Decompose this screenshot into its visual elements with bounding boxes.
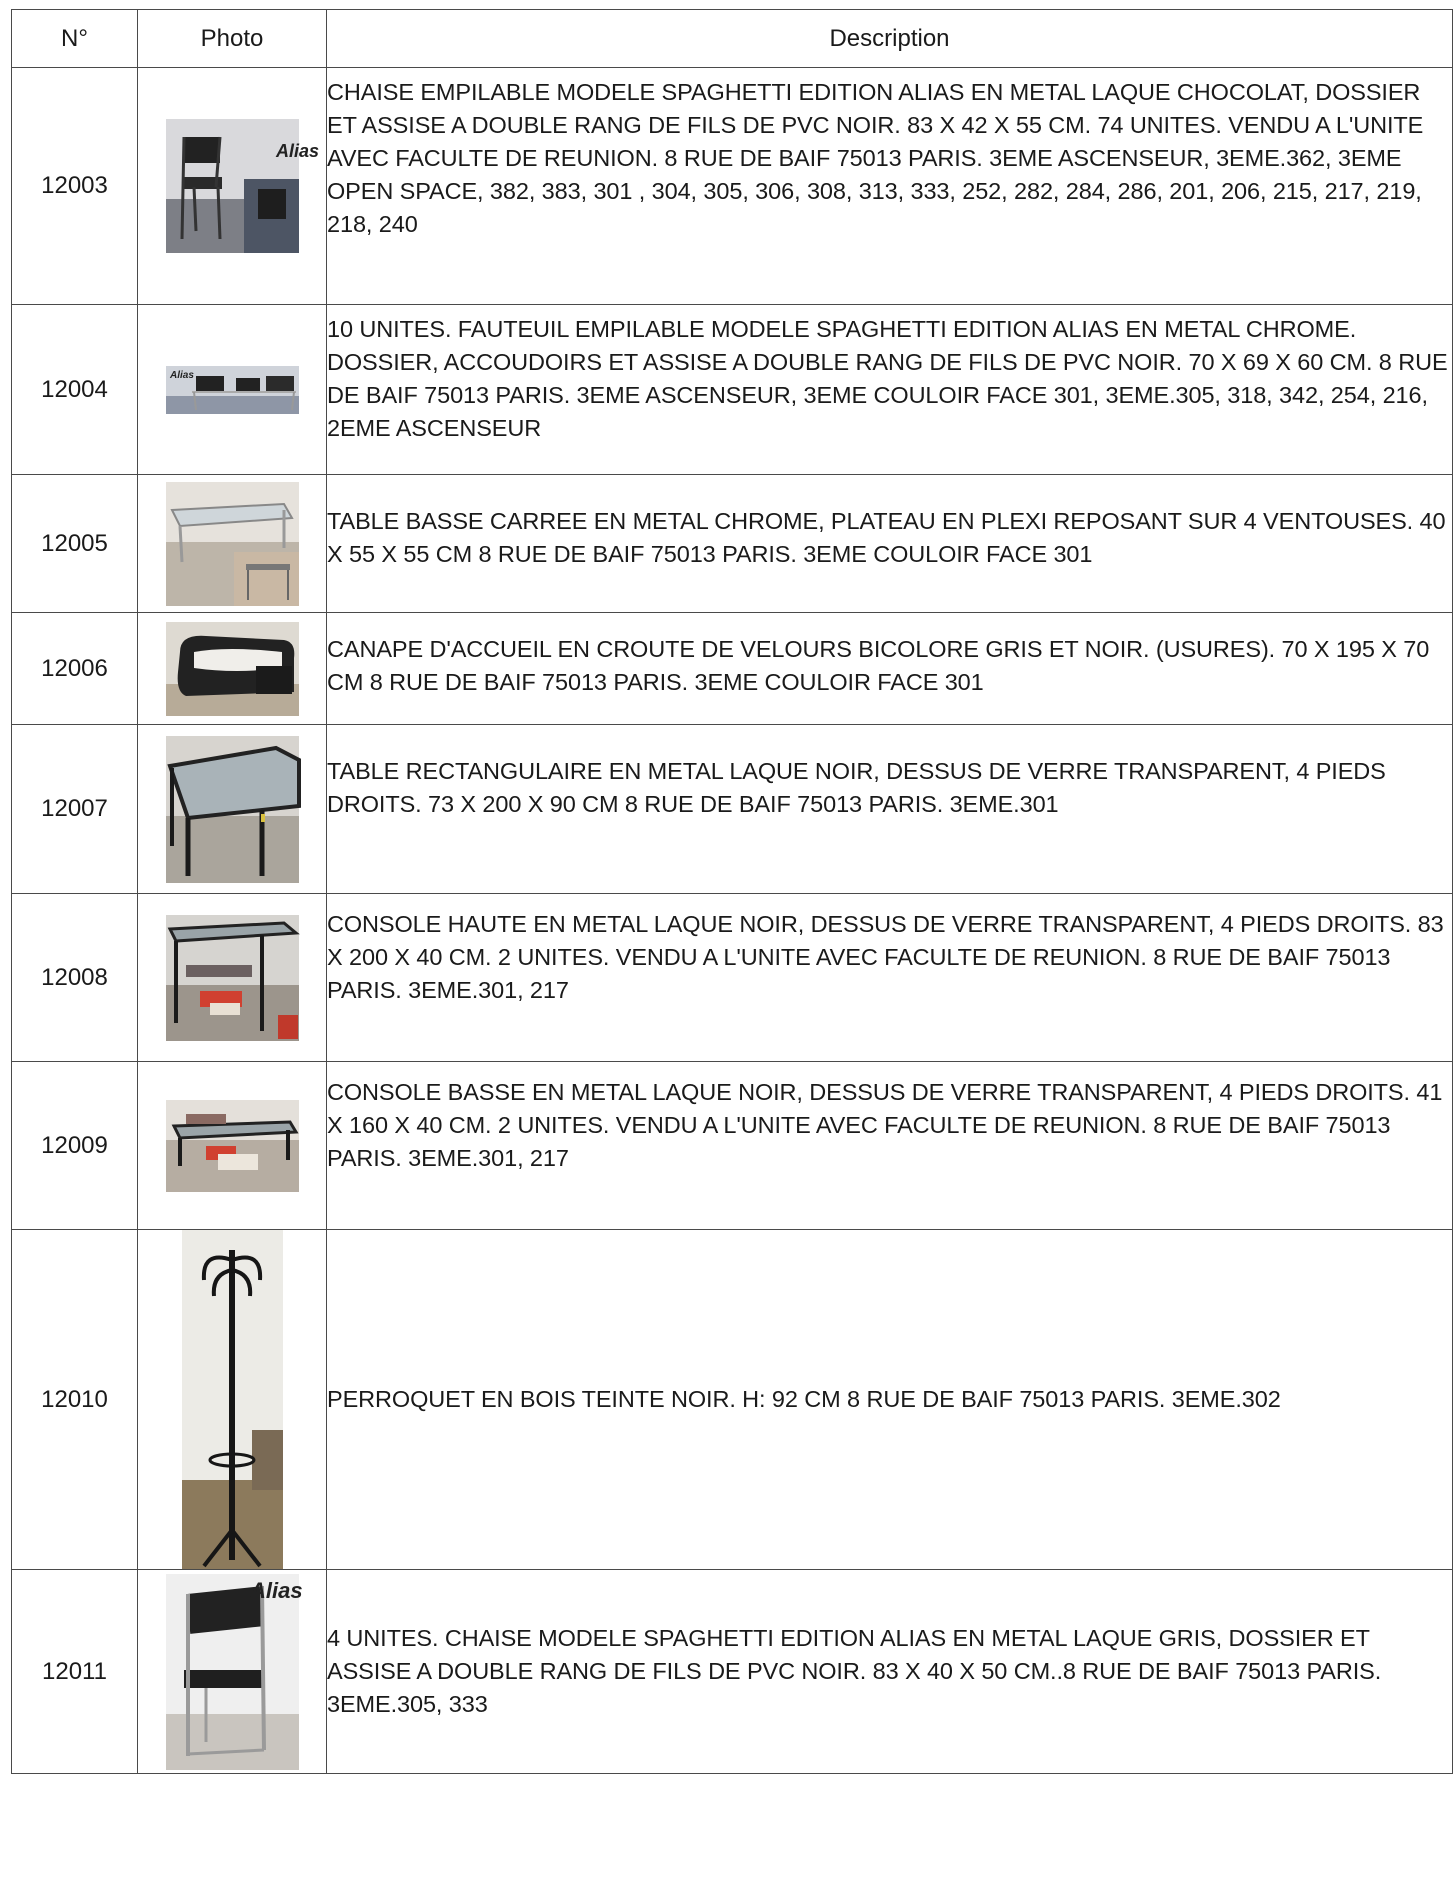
- table-row: [12, 305, 1453, 475]
- table-row: [12, 1570, 1453, 1774]
- table-row: [12, 894, 1453, 1062]
- table-row: [12, 1062, 1453, 1230]
- armchair-photo: [166, 366, 299, 414]
- description-cell: TABLE BASSE CARREE EN METAL CHROME, PLATEAU EN PLEXI REPOSANT SUR 4 VENTOUSES. 40 X 55 X 55 CM 8 RUE DE BAIF 75013 PARIS. 3EME COULOIR FACE 301: [327, 475, 1453, 613]
- description-cell: PERROQUET EN BOIS TEINTE NOIR. H: 92 CM 8 RUE DE BAIF 75013 PARIS. 3EME.302: [327, 1230, 1453, 1570]
- coffee-table-photo: [166, 482, 299, 606]
- lot-number: 12010: [12, 1230, 138, 1570]
- table-row: [12, 68, 1453, 305]
- alias-logo-text: Alias: [275, 141, 319, 161]
- lot-number: 12008: [12, 894, 138, 1062]
- low-console-photo: [166, 1100, 299, 1192]
- header-row: [12, 10, 1453, 68]
- table-row: [12, 725, 1453, 894]
- header-number: N°: [12, 10, 138, 68]
- description-cell: CONSOLE BASSE EN METAL LAQUE NOIR, DESSUS DE VERRE TRANSPARENT, 4 PIEDS DROITS. 41 X 160 X 40 CM. 2 UNITES. VENDU A L'UNITE AVEC FACULTE DE REUNION. 8 RUE DE BAIF 75013 PARIS. 3EME.301, 217: [327, 1062, 1453, 1230]
- photo-cell: [138, 475, 327, 613]
- description-cell: TABLE RECTANGULAIRE EN METAL LAQUE NOIR, DESSUS DE VERRE TRANSPARENT, 4 PIEDS DROITS. 73 X 200 X 90 CM 8 RUE DE BAIF 75013 PARIS. 3EME.301: [327, 725, 1453, 894]
- photo-cell: [138, 305, 327, 475]
- high-console-photo: [166, 915, 299, 1041]
- photo-cell: [138, 68, 327, 305]
- lot-number: 12005: [12, 475, 138, 613]
- glass-table-photo: [166, 736, 299, 883]
- photo-cell: [138, 894, 327, 1062]
- photo-cell: [138, 1230, 327, 1570]
- table-row: [12, 475, 1453, 613]
- description-cell: CANAPE D'ACCUEIL EN CROUTE DE VELOURS BICOLORE GRIS ET NOIR. (USURES). 70 X 195 X 70 CM 8 RUE DE BAIF 75013 PARIS. 3EME COULOIR FACE 301: [327, 613, 1453, 725]
- grey-chair-photo: [166, 1574, 303, 1770]
- coat-rack-photo: [182, 1230, 283, 1569]
- lot-number: 12003: [12, 68, 138, 305]
- alias-logo-text: Alias: [249, 1577, 303, 1603]
- catalog-table: [11, 9, 1453, 1774]
- table-row: [12, 613, 1453, 725]
- lot-number: 12004: [12, 305, 138, 475]
- alias-logo-text: Alias: [169, 369, 194, 381]
- table-row: [12, 1230, 1453, 1570]
- lot-number: 12011: [12, 1570, 138, 1774]
- photo-cell: [138, 725, 327, 894]
- chair-photo: [166, 119, 319, 253]
- photo-cell: [138, 613, 327, 725]
- description-cell: CHAISE EMPILABLE MODELE SPAGHETTI EDITION ALIAS EN METAL LAQUE CHOCOLAT, DOSSIER ET ASSISE A DOUBLE RANG DE FILS DE PVC NOIR. 83 X 42 X 55 CM. 74 UNITES. VENDU A L'UNITE AVEC FACULTE DE REUNION. 8 RUE DE BAIF 75013 PARIS. 3EME ASCENSEUR, 3EME.362, 3EME OPEN SPACE, 382, 383, 301 , 304, 305, 306, 308, 313, 333, 252, 282, 284, 286, 201, 206, 215, 217, 219, 218, 240: [327, 68, 1453, 305]
- lot-number: 12009: [12, 1062, 138, 1230]
- header-description: Description: [327, 10, 1453, 68]
- photo-cell: [138, 1062, 327, 1230]
- sofa-photo: [166, 622, 299, 716]
- photo-cell: [138, 1570, 327, 1774]
- description-cell: 4 UNITES. CHAISE MODELE SPAGHETTI EDITION ALIAS EN METAL LAQUE GRIS, DOSSIER ET ASSISE A DOUBLE RANG DE FILS DE PVC NOIR. 83 X 40 X 50 CM..8 RUE DE BAIF 75013 PARIS. 3EME.305, 333: [327, 1570, 1453, 1774]
- header-photo: Photo: [138, 10, 327, 68]
- description-cell: 10 UNITES. FAUTEUIL EMPILABLE MODELE SPAGHETTI EDITION ALIAS EN METAL CHROME. DOSSIER, ACCOUDOIRS ET ASSISE A DOUBLE RANG DE FILS DE PVC NOIR. 70 X 69 X 60 CM. 8 RUE DE BAIF 75013 PARIS. 3EME ASCENSEUR, 3EME COULOIR FACE 301, 3EME.305, 318, 342, 254, 216, 2EME ASCENSEUR: [327, 305, 1453, 475]
- lot-number: 12006: [12, 613, 138, 725]
- lot-number: 12007: [12, 725, 138, 894]
- description-cell: CONSOLE HAUTE EN METAL LAQUE NOIR, DESSUS DE VERRE TRANSPARENT, 4 PIEDS DROITS. 83 X 200 X 40 CM. 2 UNITES. VENDU A L'UNITE AVEC FACULTE DE REUNION. 8 RUE DE BAIF 75013 PARIS. 3EME.301, 217: [327, 894, 1453, 1062]
